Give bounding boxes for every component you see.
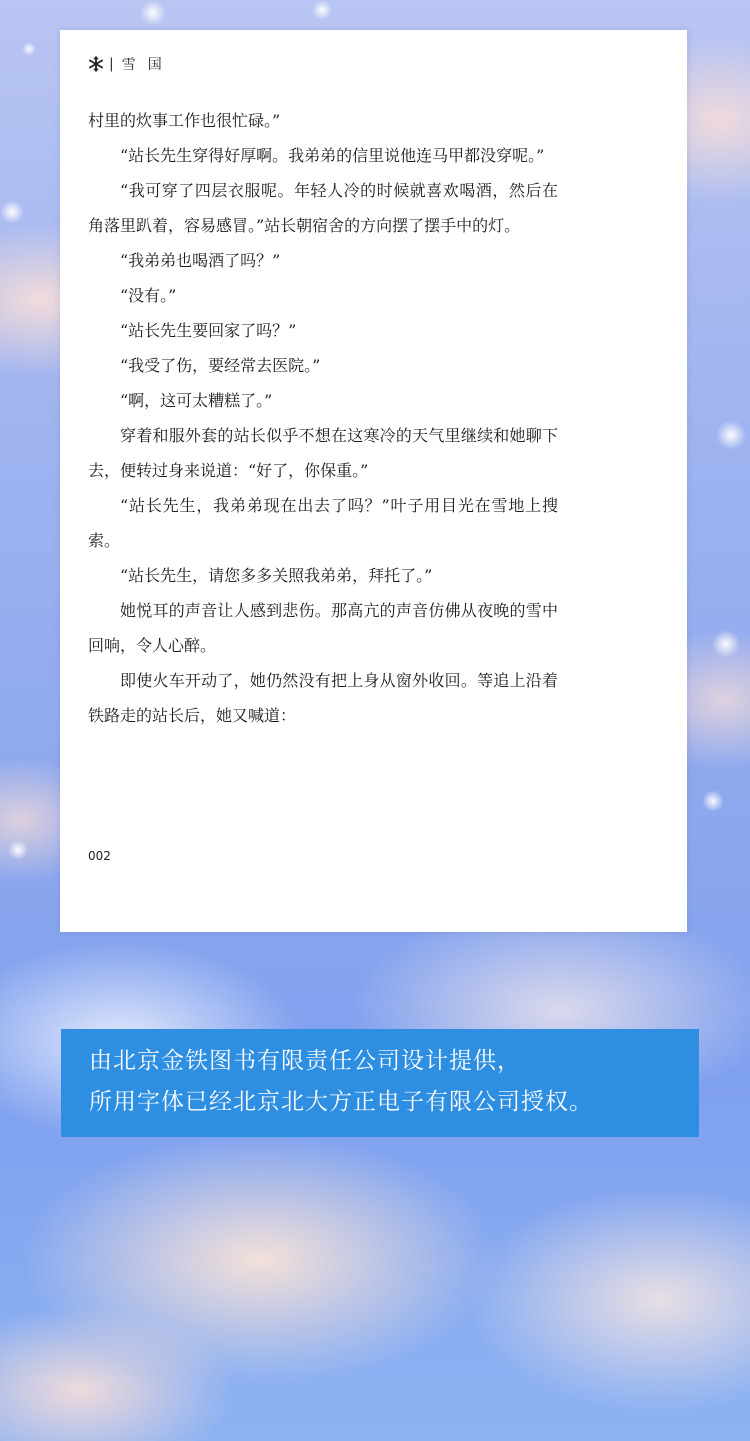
- paragraph: “站长先生要回家了吗？”: [120, 321, 297, 340]
- paragraph: 她悦耳的声音让人感到悲伤。那高亢的声音仿佛从夜晚的雪中回响，令人心醉。: [88, 601, 558, 655]
- sparkle: [712, 630, 740, 658]
- paragraph: “站长先生穿得好厚啊。我弟弟的信里说他连马甲都没穿呢。”: [120, 146, 545, 165]
- credit-line: 所用字体已经北京北大方正电子有限公司授权。: [89, 1089, 593, 1115]
- sparkle: [716, 420, 746, 450]
- paragraph: 即使火车开动了，她仍然没有把上身从窗外收回。等追上沿着铁路走的站长后，她又喊道：: [88, 671, 558, 725]
- running-header: [88, 54, 174, 74]
- sparkle: [0, 200, 24, 224]
- paragraph: “我弟弟也喝酒了吗？”: [120, 251, 281, 270]
- paragraph: “站长先生，请您多多关照我弟弟，拜托了。”: [120, 566, 433, 585]
- sparkle: [140, 0, 166, 26]
- sparkle: [22, 42, 36, 56]
- paragraph: “我受了伤，要经常去医院。”: [120, 356, 321, 375]
- sparkle: [702, 790, 724, 812]
- paragraph: “啊，这可太糟糕了。”: [120, 391, 273, 410]
- paragraph: 穿着和服外套的站长似乎不想在这寒冷的天气里继续和她聊下去，便转过身来说道：“好了，你保重。”: [88, 426, 558, 480]
- paragraph: “我可穿了四层衣服呢。年轻人冷的时候就喜欢喝酒，然后在角落里趴着，容易感冒。”站长朝宿舍的方向摆了摆手中的灯。: [88, 181, 558, 235]
- header-separator: |: [109, 56, 114, 72]
- body-text: [88, 103, 558, 733]
- page-number: 002: [88, 849, 111, 863]
- sparkle: [8, 840, 28, 860]
- credit-line: 由北京金铁图书有限责任公司设计提供，: [89, 1048, 521, 1074]
- book-title: 雪国: [121, 57, 174, 73]
- paragraph: “站长先生，我弟弟现在出去了吗？”叶子用目光在雪地上搜索。: [88, 496, 558, 550]
- paragraph: “没有。”: [120, 286, 177, 305]
- paragraph: 村里的炊事工作也很忙碌。”: [88, 111, 281, 130]
- snowflake-icon: [88, 56, 104, 72]
- sparkle: [312, 0, 332, 20]
- credit-banner: [61, 1029, 699, 1137]
